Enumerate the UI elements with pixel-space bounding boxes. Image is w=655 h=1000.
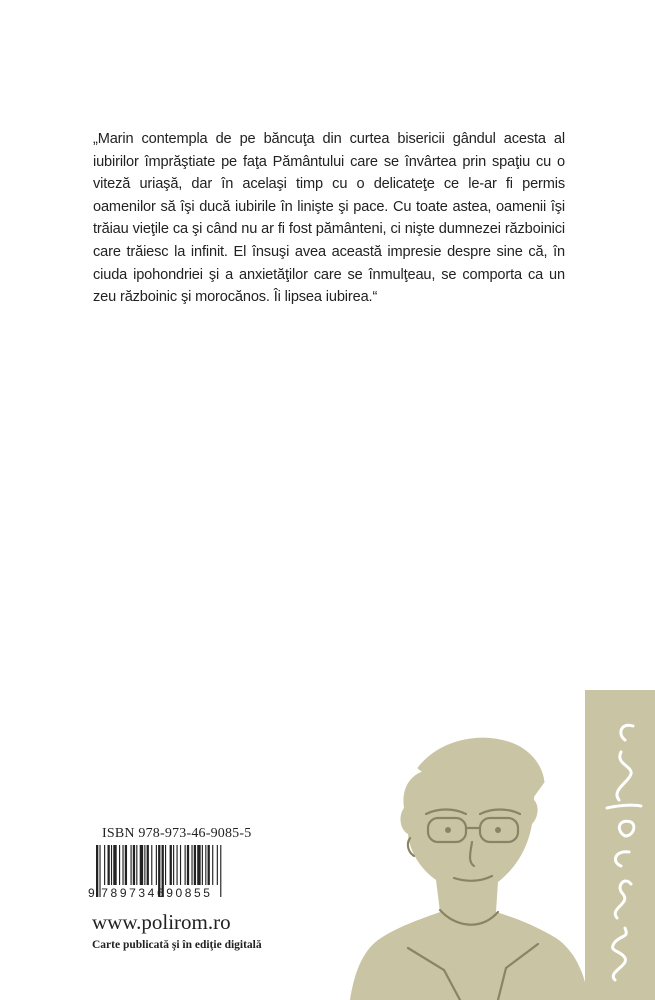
barcode-bar <box>191 845 192 885</box>
barcode-bar <box>173 845 174 885</box>
barcode-bar <box>208 845 210 885</box>
barcode-bar <box>133 845 135 885</box>
barcode-bar <box>151 845 152 885</box>
barcode-bar <box>131 845 132 885</box>
barcode-bar <box>119 845 120 885</box>
book-quote: „Marin contempla de pe băncuţa din curtea bisericii gândul acesta al iubirilor împrăştiate pe faţa Pământului care se învârtea prin spaţiu cu o viteză uriaşă, dar în acelaşi timp cu o delicateţe ce le-ar fi permis oamenilor să îşi ducă iubirile în linişte şi pace. Cu toate astea, oamenii îşi trăiau vieţile ca şi când nu ar fi fost pământeni, ci nişte dumnezei războinici care trăiesc la infinit. El însuşi avea această impresie despre sine că, în ciuda ipohondriei şi a anxietăţilor care se înmulţeau, se comporta ca un zeu războinic şi morocănos. Îi lipsea iubirea.“ <box>93 131 565 306</box>
barcode-bar <box>202 845 203 885</box>
barcode-bar <box>197 845 200 885</box>
barcode-bar <box>212 845 213 885</box>
barcode-bar <box>165 845 166 885</box>
author-portrait <box>348 712 588 1000</box>
barcode-left-digits: 789734 <box>101 886 157 900</box>
barcode-bar <box>122 845 123 885</box>
digital-edition-note: Carte publicată şi în ediţie digitală <box>92 939 262 951</box>
barcode-bar <box>187 845 189 885</box>
barcode-bar <box>170 845 172 885</box>
barcode-bar <box>217 845 218 885</box>
barcode-bar <box>147 845 149 885</box>
barcode-bar <box>144 845 145 885</box>
barcode-bar <box>156 845 157 885</box>
barcode-right-digits: 690855 <box>156 886 213 900</box>
barcode-bar <box>125 845 127 885</box>
barcode-bar <box>140 845 143 885</box>
barcode-bar <box>111 845 112 885</box>
barcode-bar <box>113 845 116 885</box>
barcode-bar <box>108 845 110 885</box>
publisher-website: www.polirom.ro <box>92 910 231 934</box>
barcode-bar <box>177 845 178 885</box>
author-signature <box>585 690 655 1000</box>
barcode-bar <box>205 845 206 885</box>
barcode-bar <box>185 845 186 885</box>
barcode-digits <box>88 886 264 900</box>
isbn-label: ISBN 978-973-46-9085-5 <box>102 826 252 841</box>
barcode-bar <box>194 845 196 885</box>
series-strip <box>585 690 655 1000</box>
barcode-bar <box>104 845 105 885</box>
barcode-first-digit: 9 <box>88 886 98 900</box>
barcode-bar <box>180 845 181 885</box>
barcode-bar <box>136 845 137 885</box>
